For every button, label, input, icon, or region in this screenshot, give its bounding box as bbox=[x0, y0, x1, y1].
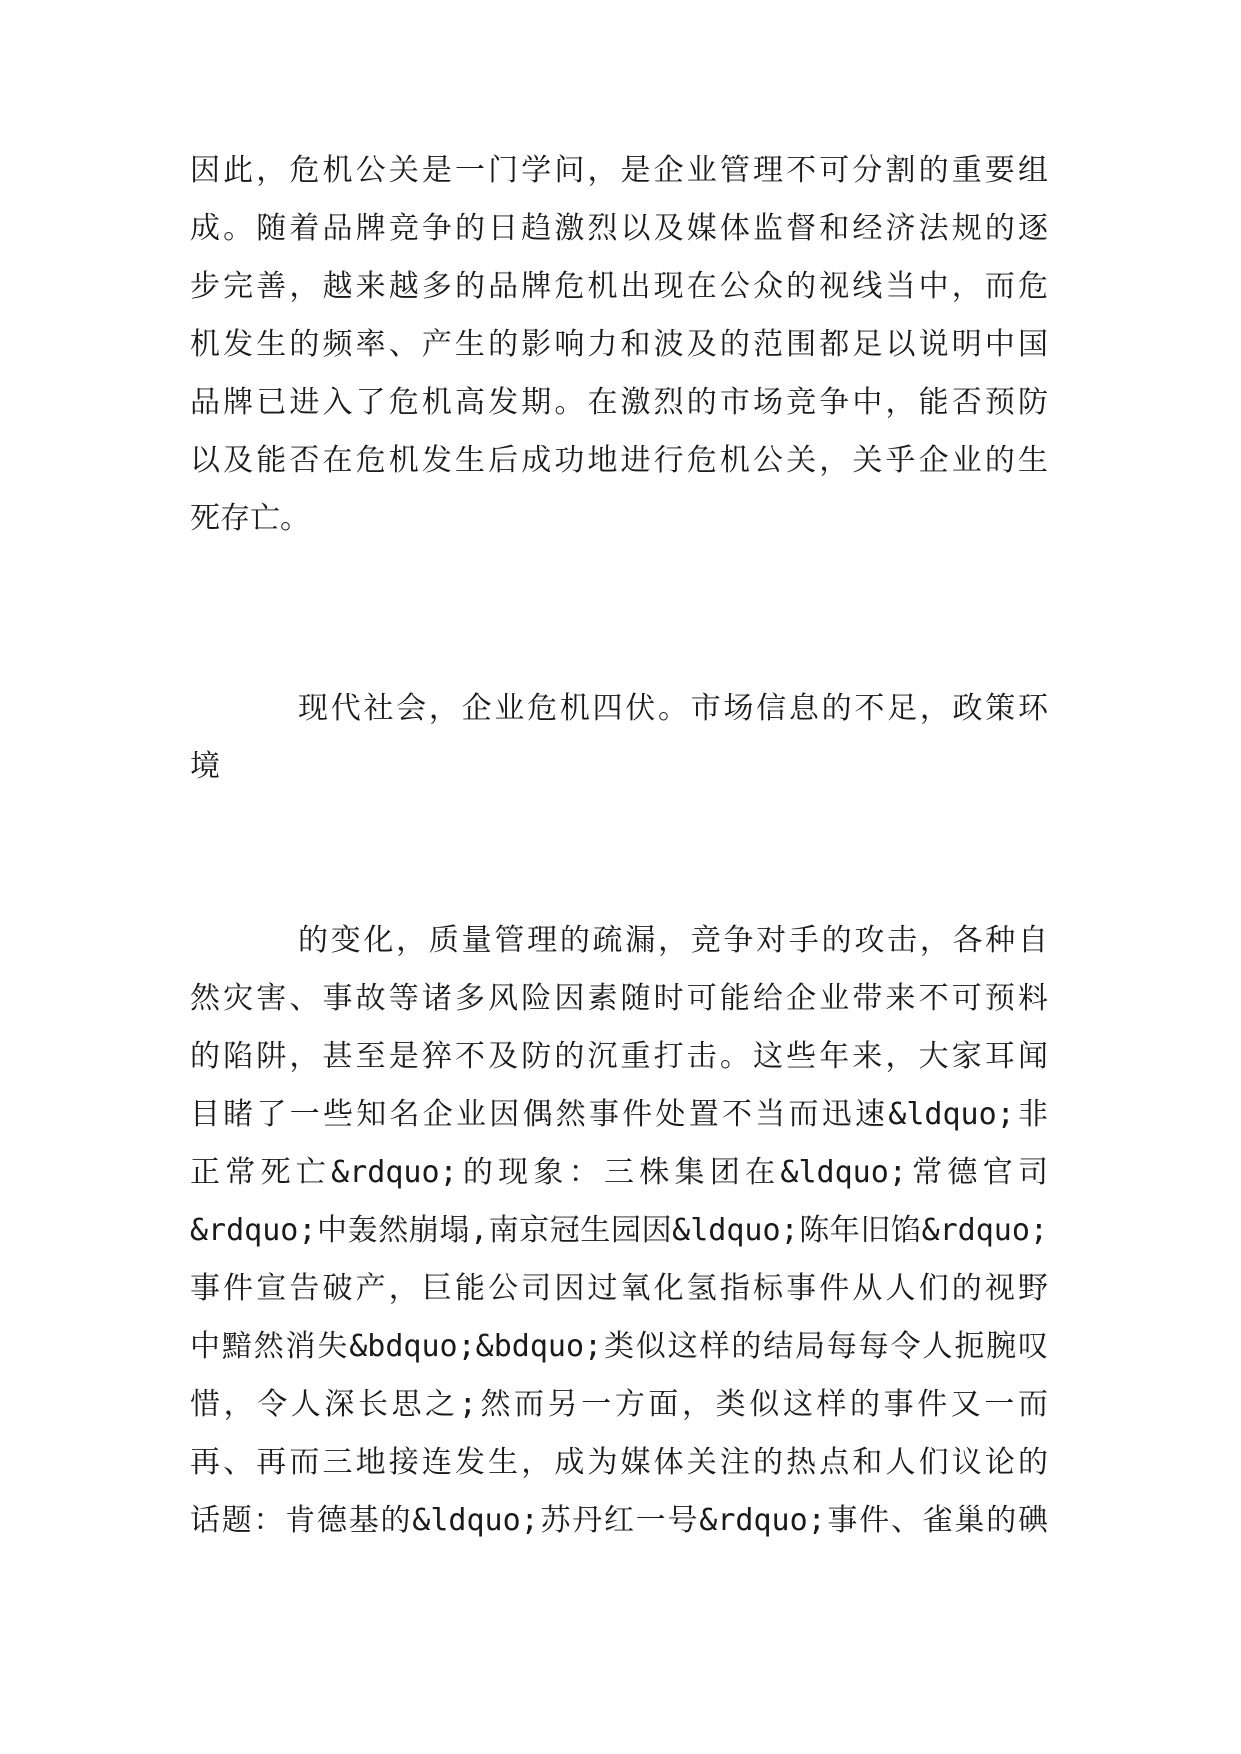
paragraph-1-line-3: 步完善，越来越多的品牌危机出现在公众的视线当中，而危 bbox=[190, 269, 1048, 304]
paragraph-1-line-1: 因此，危机公关是一门学问，是企业管理不可分割的重要组 bbox=[190, 153, 1048, 188]
paragraph-2-line-2: 境 bbox=[190, 749, 220, 784]
paragraph-2-line-1: 现代社会，企业危机四伏。市场信息的不足，政策环 bbox=[298, 691, 1048, 726]
paragraph-3-line-5: 正常死亡&rdquo;的现象：三株集团在&ldquo;常德官司 bbox=[190, 1155, 1048, 1190]
paragraph-3-line-10: 再、再而三地接连发生，成为媒体关注的热点和人们议论的 bbox=[190, 1445, 1048, 1480]
paragraph-1-line-4: 机发生的频率、产生的影响力和波及的范围都足以说明中国 bbox=[190, 327, 1048, 362]
paragraph-1-line-2: 成。随着品牌竞争的日趋激烈以及媒体监督和经济法规的逐 bbox=[190, 211, 1048, 246]
paragraph-1-line-5: 品牌已进入了危机高发期。在激烈的市场竞争中，能否预防 bbox=[190, 385, 1048, 420]
paragraph-3-line-4: 目睹了一些知名企业因偶然事件处置不当而迅速&ldquo;非 bbox=[190, 1097, 1048, 1132]
paragraph-3-line-1: 的变化，质量管理的疏漏，竞争对手的攻击，各种自 bbox=[298, 923, 1048, 958]
paragraph-3-line-11: 话题：肯德基的&ldquo;苏丹红一号&rdquo;事件、雀巢的碘 bbox=[190, 1503, 1048, 1538]
paragraph-3-line-8: 中黯然消失&bdquo;&bdquo;类似这样的结局每每令人扼腕叹 bbox=[190, 1329, 1048, 1364]
paragraph-3-line-9: 惜，令人深长思之;然而另一方面，类似这样的事件又一而 bbox=[190, 1387, 1048, 1422]
paragraph-1-line-7: 死存亡。 bbox=[190, 501, 310, 536]
paragraph-3-line-3: 的陷阱，甚至是猝不及防的沉重打击。这些年来，大家耳闻 bbox=[190, 1039, 1048, 1074]
paragraph-3-line-6: &rdquo;中轰然崩塌,南京冠生园因&ldquo;陈年旧馅&rdquo; bbox=[190, 1213, 1048, 1248]
paragraph-3-line-7: 事件宣告破产，巨能公司因过氧化氢指标事件从人们的视野 bbox=[190, 1271, 1048, 1306]
paragraph-3-line-2: 然灾害、事故等诸多风险因素随时可能给企业带来不可预料 bbox=[190, 981, 1048, 1016]
paragraph-1-line-6: 以及能否在危机发生后成功地进行危机公关，关乎企业的生 bbox=[190, 443, 1048, 478]
